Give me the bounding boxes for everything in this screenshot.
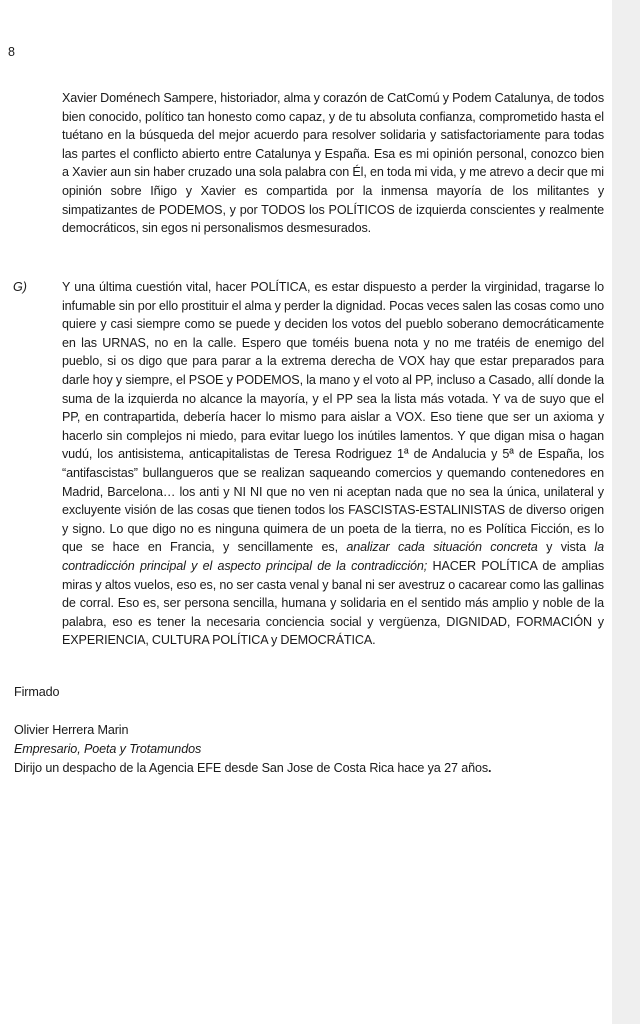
signature-title: Empresario, Poeta y Trotamundos xyxy=(14,742,202,756)
paragraph-xavier-domenech: Xavier Doménech Sampere, historiador, alma y corazón de CatComú y Podem Catalunya, de todos bien conocido, político tan honesto como capaz, y de tu absoluta confianza, comprometido hasta el tuétano en la búsqueda del mejor acuerdo para resolver solidaria y satisfactoriamente para todas las partes el conflicto abierto entre Catalunya y España. Esa es mi opinión personal, conozco bien a Xavier aun sin haber cruzado una sola palabra con Él, en toda mi vida, y me atrevo a decir que mi opinión sobre Iñigo y Xavier es compartida por la inmensa mayoría de los militantes y simpatizantes de PODEMOS, y por TODOS los POLÍTICOS de izquierda conscientes y realmente democráticos, sin egos ni personalismos desmesurados. xyxy=(62,91,604,236)
section-g-text-3: HACER POLÍTICA de amplias miras y altos vuelos, eso es, no ser casta venal y banal ni ser avestruz o cacarear como las gallinas de corral. Eso es, ser persona sencilla, humana y solidaria en el sentido más amplio y noble de la palabra, eso es tener la necesaria conciencia social y vergüenza, DIGNIDAD, FORMACIÓN y EXPERIENCIA, CULTURA POLÍTICA y DEMOCRÁTICA. xyxy=(62,558,605,648)
section-g-text-2: y vista xyxy=(546,540,586,555)
paragraph-section-g xyxy=(62,278,604,650)
signature-description-text: Dirijo un despacho de la Agencia EFE desde San Jose de Costa Rica hace ya 27 años xyxy=(14,761,489,775)
signature-label: Firmado xyxy=(14,685,60,699)
page-number: 8 xyxy=(8,45,15,59)
section-marker-g: G) xyxy=(13,280,27,294)
section-g-italic-1: analizar cada situación concreta xyxy=(346,540,538,555)
side-panel xyxy=(612,0,640,1024)
section-g-italic-2: la contradicción principal y el aspecto principal de la contradicción; xyxy=(62,540,604,573)
signature-final-period: . xyxy=(488,761,492,775)
signature-name: Olivier Herrera Marin xyxy=(14,723,129,737)
section-g-text-1: Y una última cuestión vital, hacer POLÍTICA, es estar dispuesto a perder la virginidad, tragarse lo infumable sin por ello prostituir el alma y perder la dignidad. Pocas veces salen las cosas como uno quiere y casi siempre como se puede y deciden los votos del pueblo soberano democráticamente en las URNAS, no en la calle. Espero que toméis buena nota y no me tratéis de enemigo del pueblo, si os digo que para parar a la extrema derecha de VOX hay que estar preparados para darle hoy y siempre, el PSOE y PODEMOS, la mano y el voto al PP, incluso a Casado, allí donde la suma de la izquierda no alcance la mayoría, y el PP sea la lista más votada. Y va de suyo que el PP, en contrapartida, debería hacer lo mismo para aislar a VOX. Eso tiene que ser un axioma y hacerlo sin complejos ni miedo, para evitar luego los inútiles lamentos. Y que digan misa o hagan vudú, los antisistema, anticapitalistas de Teresa Rodriguez 1ª de Andalucia y 5ª de España, los “antifascistas” bullangueros que se realizan saqueando comercios y quemando contenedores en Madrid, Barcelona… los anti y NI NI que no ven ni aceptan nada que no sea la única, unilateral y excluyente visión de las cosas que tienen todos los FASCISTAS-ESTALINISTAS de diverso origen y signo. Lo que digo no es ninguna quimera de un poeta de la tierra, no es Política Ficción, es lo que se hace en Francia, y sencillamente es, xyxy=(62,280,604,555)
signature-description xyxy=(14,759,491,778)
